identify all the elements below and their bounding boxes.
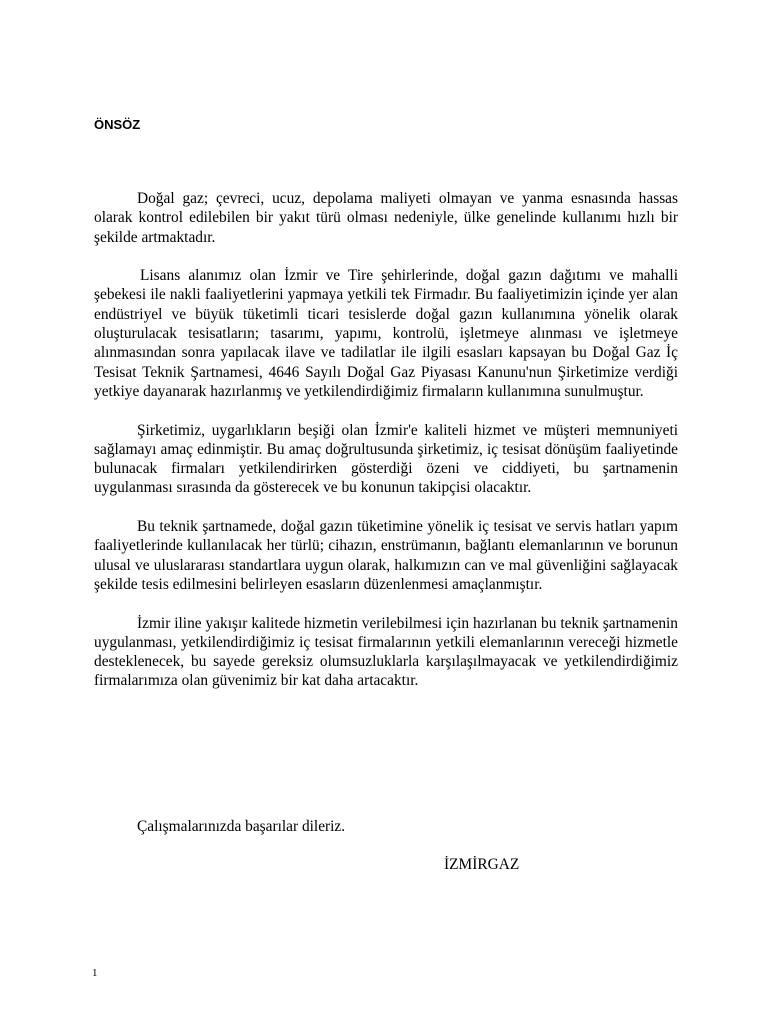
paragraph: Şirketimiz, uygarlıkların beşiği olan İzmir'e kaliteli hizmet ve müşteri memnuniyeti sağlamayı amaç edinmiştir. Bu amaç doğrultusunda şirketimiz, iç tesisat dönüşüm faaliyetinde bulunacak firmaları yetkilendirirken gösterdiği özeni ve ciddiyeti, bu şartnamenin uygulanması sırasında da gösterecek ve bu konunun takipçisi olacaktır. [94, 421, 678, 497]
paragraph: İzmir iline yakışır kalitede hizmetin verilebilmesi için hazırlanan bu teknik şartnamenin uygulanması, yetkilendirdiğimiz iç tesisat firmalarının yetkili elemanlarının vereceği hizmetle desteklenecek, bu sayede gereksiz olumsuzluklarla karşılaşılmayacak ve yetkilendirdiğimiz firmalarımıza olan güvenimiz bir kat daha artacaktır. [94, 614, 678, 690]
signature: İZMİRGAZ [444, 856, 520, 873]
closing-line: Çalışmalarınızda başarılar dileriz. [137, 818, 346, 835]
paragraph: Lisans alanımız olan İzmir ve Tire şehirlerinde, doğal gazın dağıtımı ve mahalli şebekesi ile nakli faaliyetlerini yapmaya yetkili tek Firmadır. Bu faaliyetimizin içinde yer alan endüstriyel ve büyük tüketimli ticari tesislerde doğal gazın kullanımına yönelik olarak oluşturulacak tesisatların; tasarımı, yapımı, kontrolü, işletmeye alınması ve işletmeye alınmasından sonra yapılacak ilave ve tadilatlar ile ilgili esasları kapsayan bu Doğal Gaz İç Tesisat Teknik Şartnamesi, 4646 Sayılı Doğal Gaz Piyasası Kanunu'nun Şirketimize verdiği yetkiye dayanarak hazırlanmış ve yetkilendirdiğimiz firmaların kullanımına sunulmuştur. [94, 267, 678, 400]
page-number: 1 [92, 967, 98, 979]
page-heading: ÖNSÖZ [94, 117, 141, 132]
paragraph: Doğal gaz; çevreci, ucuz, depolama maliyeti olmayan ve yanma esnasında hassas olarak kontrol edilebilen bir yakıt türü olması nedeniyle, ülke genelinde kullanımı hızlı bir şekilde artmaktadır. [94, 190, 678, 246]
paragraph: Bu teknik şartnamede, doğal gazın tüketimine yönelik iç tesisat ve servis hatları yapım faaliyetlerinde kullanılacak her türlü; cihazın, enstrümanın, bağlantı elemanlarının ve borunun ulusal ve uluslararası standartlara uygun olarak, halkımızın can ve mal güvenliğini sağlayacak şekilde tesis edilmesini belirleyen esasların düzenlenmesi amaçlanmıştır. [94, 518, 678, 593]
document-body [94, 189, 678, 710]
